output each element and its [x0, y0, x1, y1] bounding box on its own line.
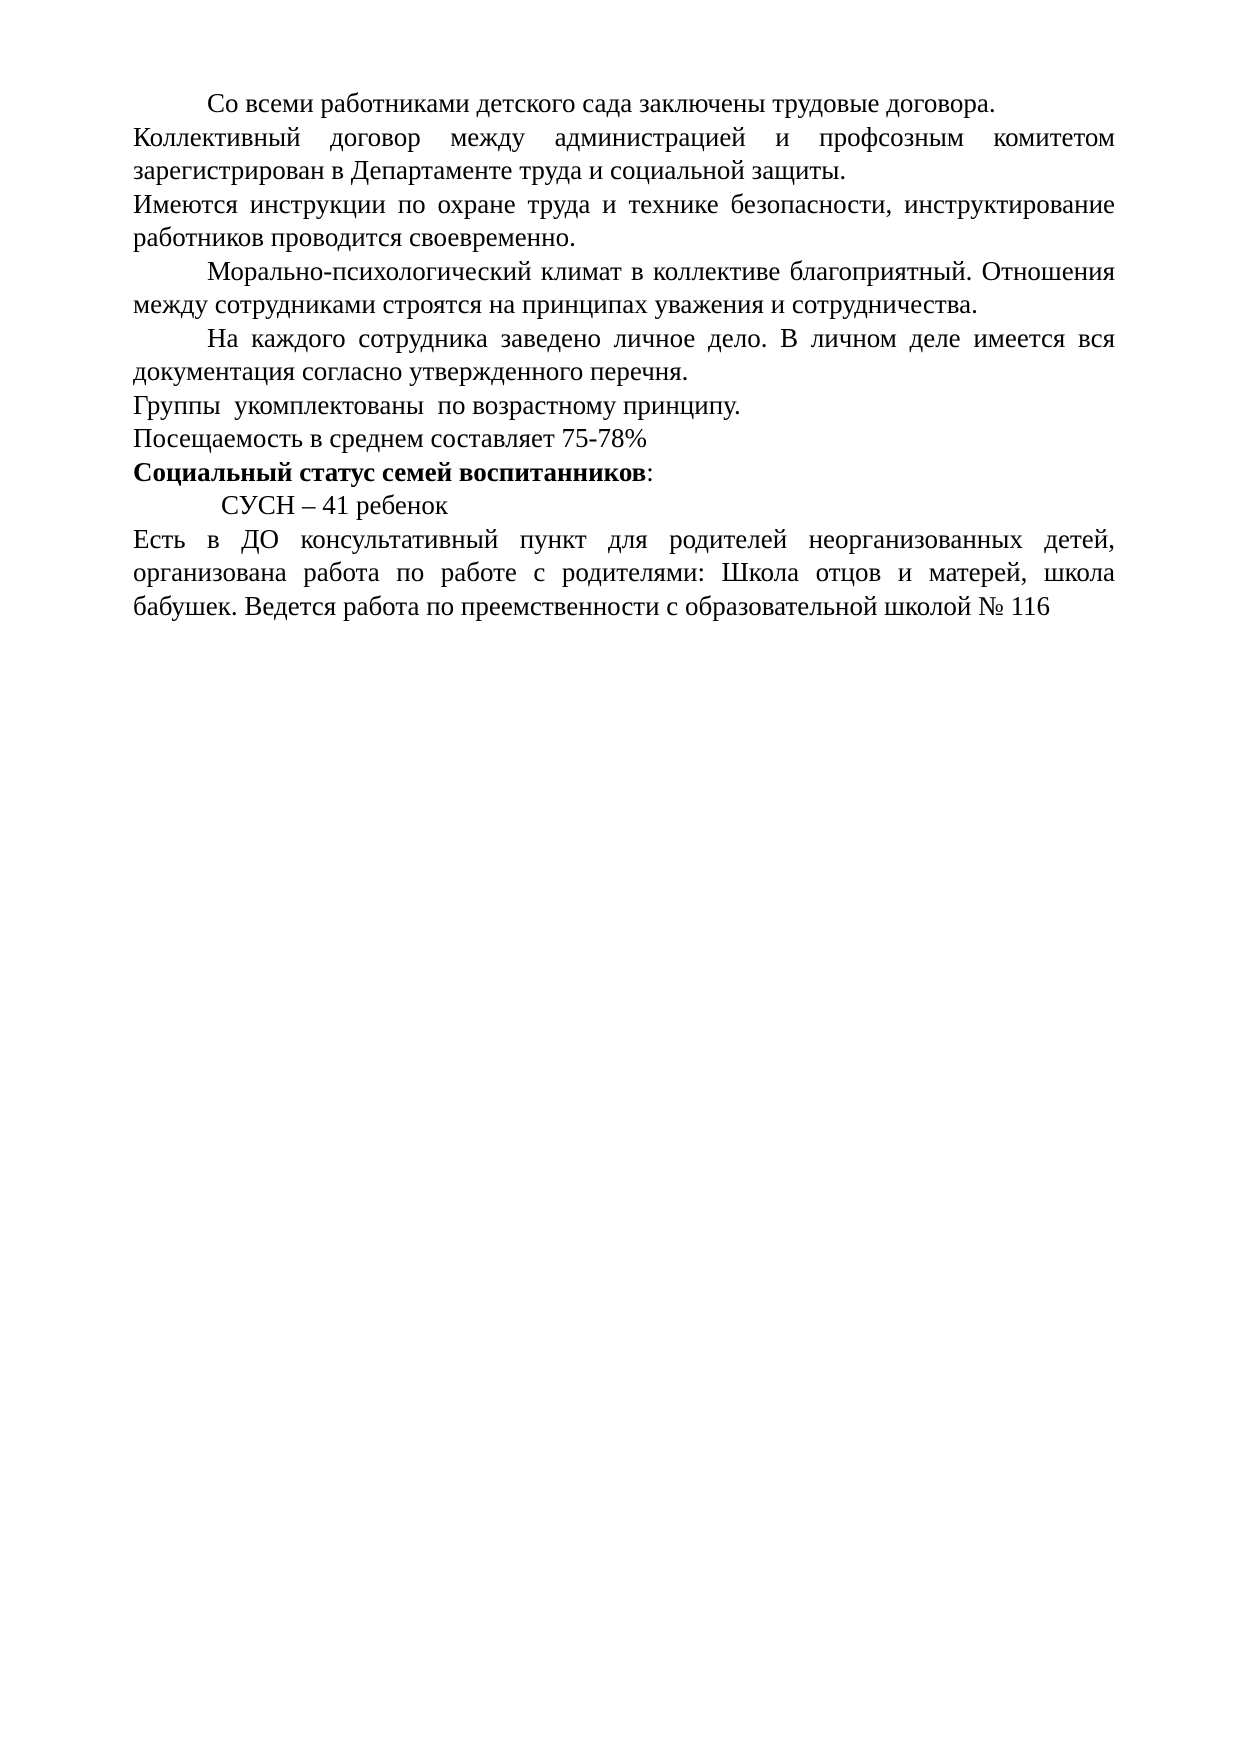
paragraph-collective-agreement: Коллективный договор между администрацией и профсозным комитетом зарегистрирован в Департаменте труда и социальной защиты.	[133, 121, 1115, 185]
paragraph-susn-count: СУСН – 41 ребенок	[221, 490, 448, 520]
paragraph-attendance: Посещаемость в среднем составляет 75-78%	[133, 423, 648, 453]
document-body	[133, 87, 1115, 623]
paragraph-personal-files: На каждого сотрудника заведено личное дело. В личном деле имеется вся документация согласно утвержденного перечня.	[133, 322, 1115, 386]
heading-colon: :	[646, 456, 654, 487]
paragraph-groups: Группы укомплектованы по возрастному принципу.	[133, 389, 741, 420]
section-heading-social-status	[133, 456, 1115, 490]
paragraph-labor-contracts: Со всеми работниками детского сада заключены трудовые договора.	[207, 88, 996, 118]
paragraph-consultation-point: Есть в ДО консультативный пункт для родителей неорганизованных детей, организована работа по работе с родителями: Школа отцов и матерей, школа бабушек. Ведется работа по преемственности с образовательной школой № 116	[133, 523, 1115, 621]
paragraph-moral-climate: Морально-психологический климат в коллективе благоприятный. Отношения между сотрудниками строятся на принципах уважения и сотрудничества.	[133, 255, 1115, 319]
heading-text: Социальный статус семей воспитанников	[133, 456, 647, 487]
paragraph-safety-instructions: Имеются инструкции по охране труда и технике безопасности, инструктирование работников проводится своевременно.	[133, 188, 1115, 252]
